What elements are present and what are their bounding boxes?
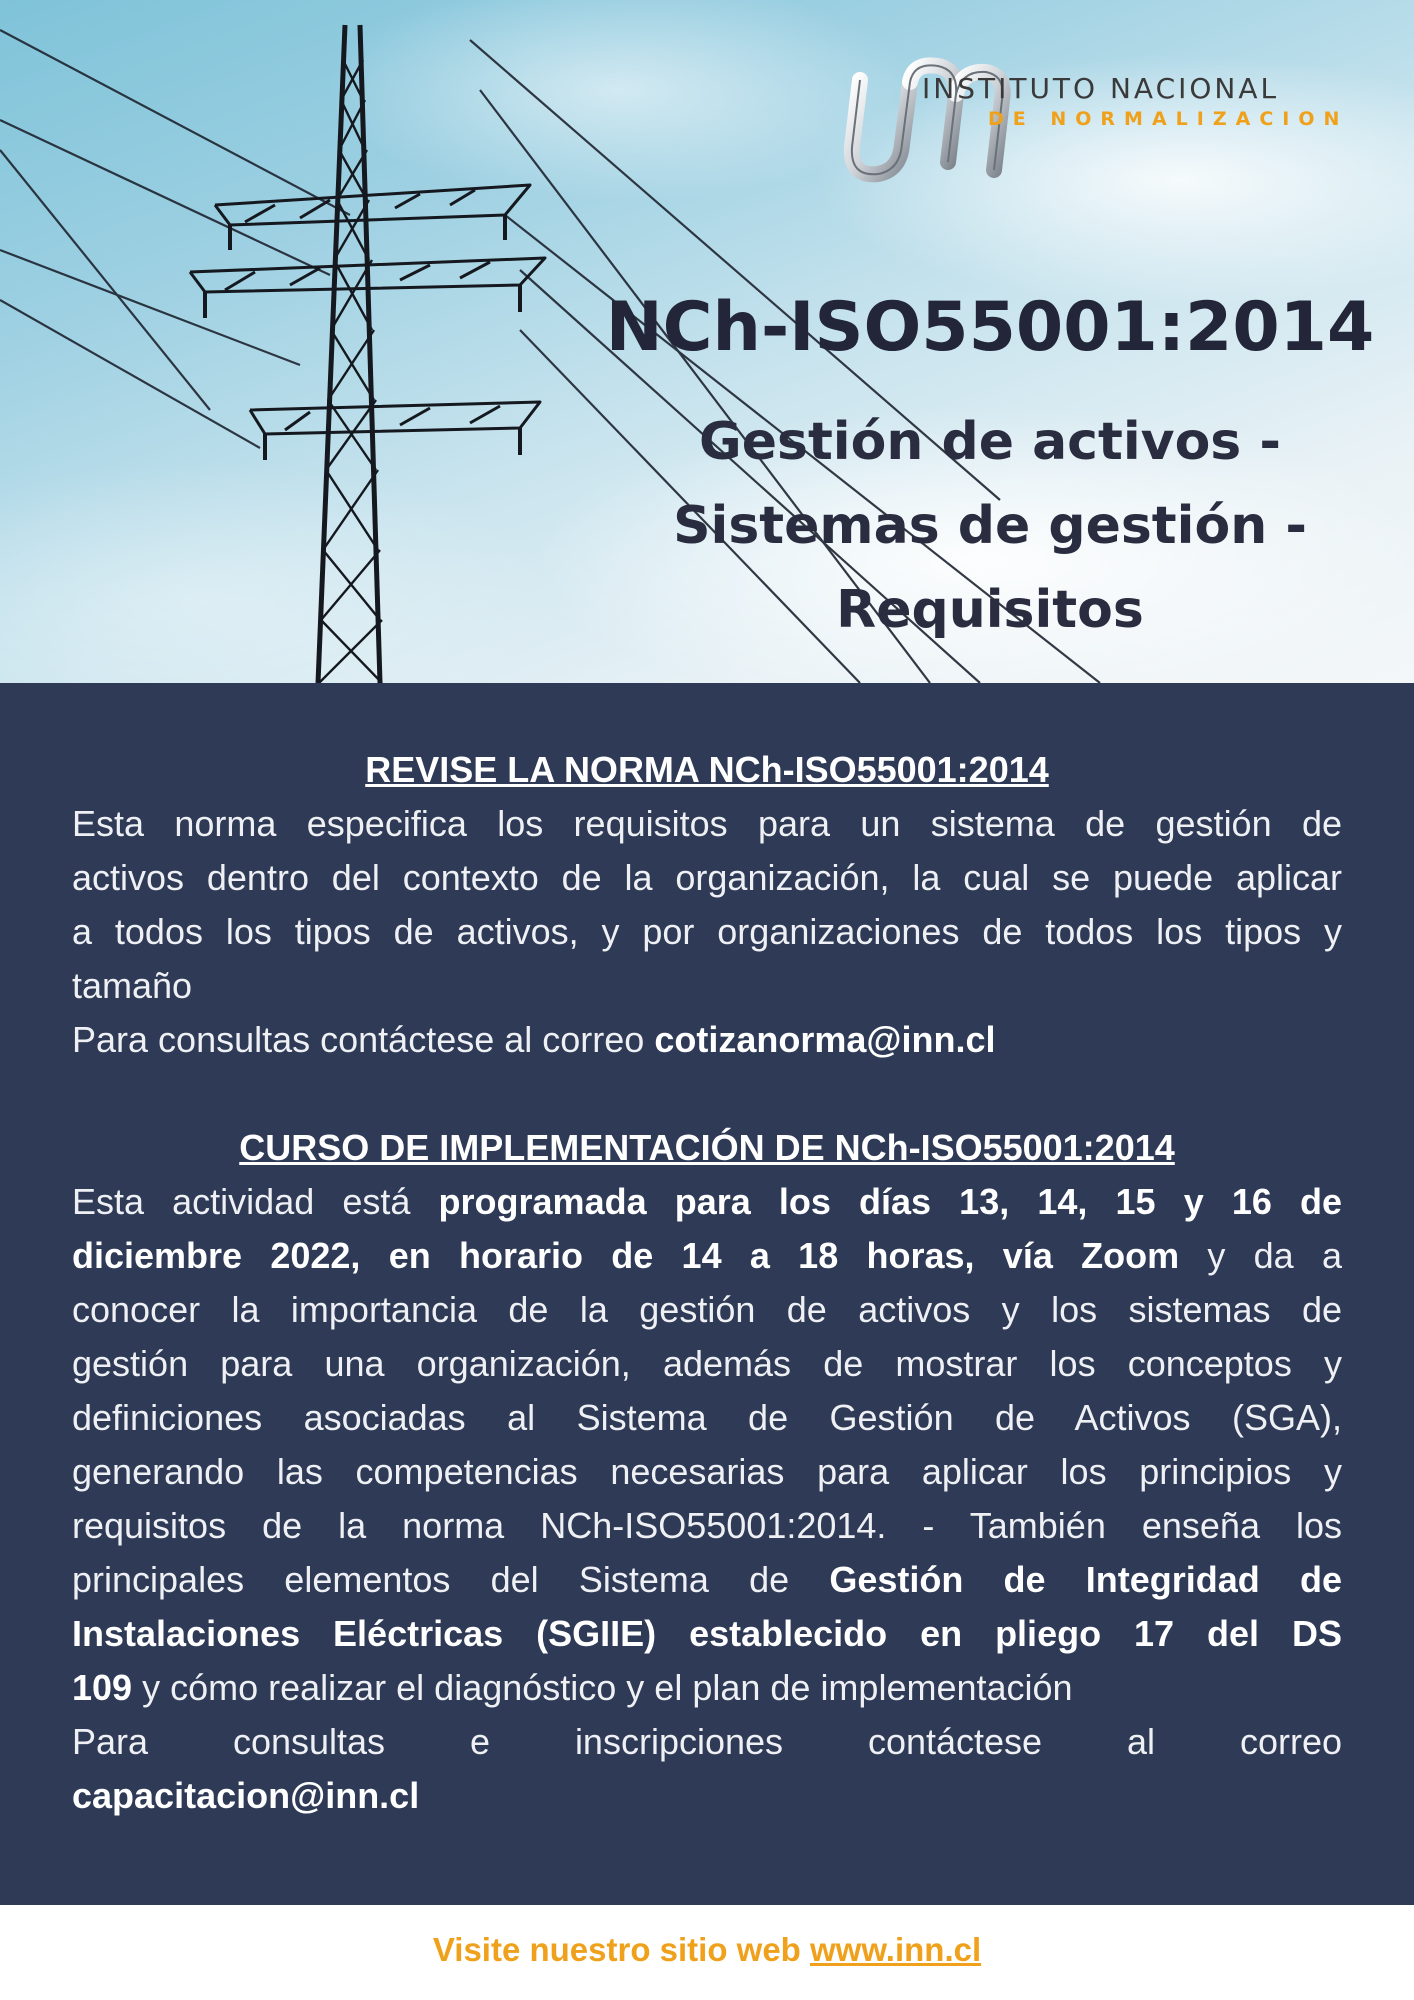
title-line-2: Sistemas de gestión -: [673, 496, 1307, 556]
course-line-10-bold: 109: [72, 1667, 133, 1708]
footer-text: [433, 1931, 981, 1969]
info-content: [72, 743, 1342, 1823]
course-line-4: gestión para una organización, además de mostrar los conceptos y: [72, 1343, 1342, 1384]
course-line-10-normal: y cómo realizar el diagnóstico y el plan de implementación: [132, 1667, 1073, 1708]
section-course-body: [72, 1175, 1342, 1823]
footer-prefix: Visite nuestro sitio web: [432, 1930, 811, 1968]
logo-text-line2: DE NORMALIZACION: [988, 108, 1349, 130]
course-line-1: [72, 1175, 1342, 1229]
title-line-1: Gestión de activos -: [699, 412, 1281, 472]
course-contact-email[interactable]: capacitacion@inn.cl: [72, 1775, 420, 1816]
course-line-5: definiciones asociadas al Sistema de Gestión de Activos (SGA),: [72, 1397, 1342, 1438]
course-line-8: [72, 1553, 1342, 1607]
course-line-10: [72, 1661, 1342, 1715]
course-line-3: conocer la importancia de la gestión de activos y los sistemas de: [72, 1289, 1342, 1330]
logo-text-line1: INSTITUTO NACIONAL: [922, 72, 1280, 105]
section-course-heading: CURSO DE IMPLEMENTACIÓN DE NCh-ISO55001:2014: [239, 1127, 1175, 1168]
course-line-1-normal: Esta actividad está: [72, 1181, 439, 1222]
course-line-2-normal: y da a: [1179, 1235, 1342, 1276]
info-panel: [0, 683, 1414, 1905]
review-line-1: Esta norma especifica los requisitos para un sistema de gestión de: [72, 803, 1342, 844]
standard-name-title: [600, 400, 1380, 652]
standard-code-title: NCh-ISO55001:2014: [605, 288, 1375, 367]
review-contact-prefix: Para consultas contáctese al correo: [72, 1019, 655, 1060]
review-line-2: activos dentro del contexto de la organización, la cual se puede aplicar: [72, 857, 1342, 898]
section-review-body: [72, 797, 1342, 1067]
review-contact-email[interactable]: cotizanorma@inn.cl: [654, 1019, 996, 1060]
footer: [0, 1905, 1414, 2000]
hero-banner: [0, 0, 1414, 683]
review-line-4: tamaño: [72, 965, 193, 1006]
course-contact: [72, 1769, 1342, 1823]
course-contact-line: Para consultas e inscripciones contáctese al correo: [72, 1721, 1342, 1762]
section-spacer: [72, 1067, 1342, 1121]
course-line-9: [72, 1607, 1342, 1661]
review-contact: [72, 1013, 1342, 1067]
course-line-2-bold: diciembre 2022, en horario de 14 a 18 horas, vía Zoom: [72, 1235, 1180, 1276]
inn-logo: [830, 52, 1410, 192]
course-line-6: generando las competencias necesarias para aplicar los principios y: [72, 1451, 1342, 1492]
course-line-1-bold: programada para los días 13, 14, 15 y 16 de: [438, 1181, 1343, 1222]
website-link[interactable]: www.inn.cl: [810, 1930, 982, 1968]
title-line-3: Requisitos: [836, 580, 1144, 640]
course-line-2: [72, 1229, 1342, 1283]
review-line-3: a todos los tipos de activos, y por organizaciones de todos los tipos y: [72, 911, 1342, 952]
course-line-8-bold: Gestión de Integridad de: [829, 1559, 1342, 1600]
course-line-8-normal: principales elementos del Sistema de: [72, 1559, 830, 1600]
course-line-7: requisitos de la norma NCh-ISO55001:2014. - También enseña los: [72, 1505, 1342, 1546]
course-line-9-bold: Instalaciones Eléctricas (SGIIE) establecido en pliego 17 del DS: [72, 1613, 1342, 1654]
section-review-heading: REVISE LA NORMA NCh-ISO55001:2014: [365, 749, 1049, 790]
